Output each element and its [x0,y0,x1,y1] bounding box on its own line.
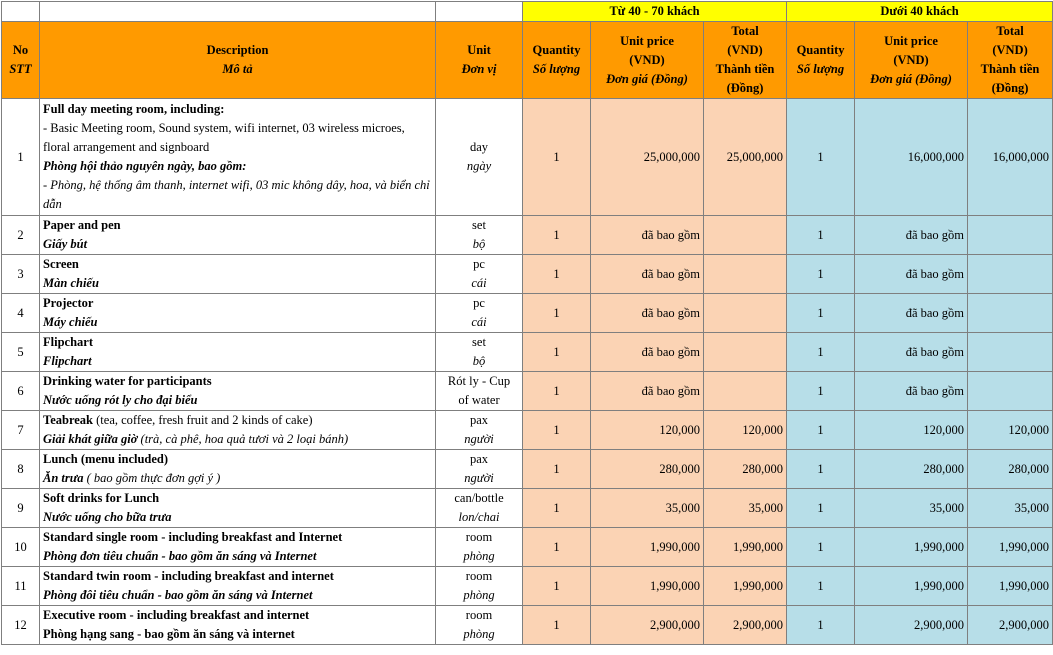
row-total-g1 [704,294,787,333]
row-price-g2: 35,000 [855,489,968,528]
row-qty-g2: 1 [787,294,855,333]
row-qty-g1: 1 [523,489,591,528]
table-row [2,333,1053,372]
row-price-g2: 2,900,000 [855,606,968,645]
row-price-g1: đã bao gồm [591,294,704,333]
row-price-g1: đã bao gồm [591,216,704,255]
row-total-g2: 1,990,000 [968,528,1053,567]
row-number: 2 [2,216,40,255]
row-unit: room phòng [436,528,523,567]
row-total-g1: 25,000,000 [704,99,787,216]
row-unit: room phòng [436,606,523,645]
table-row [2,411,1053,450]
group-under-40-title: Dưới 40 khách [787,2,1053,22]
row-price-g1: 25,000,000 [591,99,704,216]
row-description: Projector Máy chiếu [40,294,436,333]
header-unit-price-g2: Unit price (VND) Đơn giá (Đồng) [855,22,968,99]
row-total-g1: 280,000 [704,450,787,489]
group-band-row [2,2,1053,22]
row-qty-g1: 1 [523,255,591,294]
row-qty-g2: 1 [787,333,855,372]
header-unit: Unit Đơn vị [436,22,523,99]
row-number: 4 [2,294,40,333]
row-total-g2: 35,000 [968,489,1053,528]
row-total-g1 [704,216,787,255]
row-price-g2: 1,990,000 [855,528,968,567]
row-price-g2: đã bao gồm [855,333,968,372]
header-quantity-g1: Quantity Số lượng [523,22,591,99]
row-price-g2: đã bao gồm [855,294,968,333]
row-total-g1: 120,000 [704,411,787,450]
header-total-g1: Total (VND) Thành tiền (Đồng) [704,22,787,99]
row-price-g1: 1,990,000 [591,528,704,567]
row-number: 1 [2,99,40,216]
row-total-g2: 16,000,000 [968,99,1053,216]
row-qty-g1: 1 [523,528,591,567]
row-total-g1: 35,000 [704,489,787,528]
row-total-g1: 1,990,000 [704,567,787,606]
row-qty-g2: 1 [787,411,855,450]
row-price-g1: 1,990,000 [591,567,704,606]
table-row [2,372,1053,411]
row-qty-g2: 1 [787,567,855,606]
row-qty-g1: 1 [523,294,591,333]
row-unit: pax người [436,450,523,489]
row-total-g2 [968,216,1053,255]
row-number: 9 [2,489,40,528]
row-number: 8 [2,450,40,489]
row-price-g1: 2,900,000 [591,606,704,645]
row-qty-g2: 1 [787,255,855,294]
row-total-g2 [968,333,1053,372]
row-total-g2: 1,990,000 [968,567,1053,606]
row-unit: room phòng [436,567,523,606]
row-number: 12 [2,606,40,645]
row-number: 7 [2,411,40,450]
row-total-g2: 120,000 [968,411,1053,450]
row-number: 11 [2,567,40,606]
row-qty-g1: 1 [523,567,591,606]
table-row [2,255,1053,294]
table-row [2,294,1053,333]
row-qty-g1: 1 [523,99,591,216]
row-description: Drinking water for participants Nước uống rót ly cho đại biểu [40,372,436,411]
header-row [2,22,1053,99]
row-number: 3 [2,255,40,294]
row-qty-g1: 1 [523,216,591,255]
row-qty-g2: 1 [787,606,855,645]
row-description: Teabreak (tea, coffee, fresh fruit and 2 kinds of cake) Giải khát giữa giờ (trà, cà phê, hoa quả tươi và 2 loại bánh) [40,411,436,450]
row-description: Screen Màn chiếu [40,255,436,294]
row-qty-g1: 1 [523,333,591,372]
row-unit: day ngày [436,99,523,216]
row-unit: set bộ [436,216,523,255]
group-40-70-title: Từ 40 - 70 khách [523,2,787,22]
row-qty-g1: 1 [523,372,591,411]
row-total-g2 [968,294,1053,333]
row-qty-g1: 1 [523,606,591,645]
header-quantity-g2: Quantity Số lượng [787,22,855,99]
table-row [2,216,1053,255]
row-qty-g2: 1 [787,450,855,489]
row-price-g2: đã bao gồm [855,216,968,255]
header-description: Description Mô tả [40,22,436,99]
row-total-g2: 2,900,000 [968,606,1053,645]
header-unit-price-g1: Unit price (VND) Đơn giá (Đồng) [591,22,704,99]
row-qty-g2: 1 [787,489,855,528]
row-qty-g2: 1 [787,216,855,255]
row-qty-g2: 1 [787,372,855,411]
row-price-g1: 35,000 [591,489,704,528]
row-unit: pc cái [436,255,523,294]
row-description: Flipchart Flipchart [40,333,436,372]
row-price-g1: đã bao gồm [591,372,704,411]
row-unit: Rót ly - Cup of water [436,372,523,411]
row-price-g1: 120,000 [591,411,704,450]
row-total-g1 [704,372,787,411]
row-total-g2 [968,372,1053,411]
row-total-g2 [968,255,1053,294]
row-description: Standard single room - including breakfast and Internet Phòng đơn tiêu chuẩn - bao gồm ăn sáng và Internet [40,528,436,567]
table-row [2,99,1053,216]
row-price-g2: đã bao gồm [855,372,968,411]
row-unit: pc cái [436,294,523,333]
row-description: Paper and pen Giấy bút [40,216,436,255]
row-number: 6 [2,372,40,411]
row-price-g1: 280,000 [591,450,704,489]
table-row [2,567,1053,606]
row-total-g1: 1,990,000 [704,528,787,567]
row-description: Soft drinks for Lunch Nước uống cho bữa trưa [40,489,436,528]
header-no: No STT [2,22,40,99]
row-unit: can/bottle lon/chai [436,489,523,528]
row-price-g2: 120,000 [855,411,968,450]
header-total-g2: Total (VND) Thành tiền (Đồng) [968,22,1053,99]
table-row [2,489,1053,528]
row-qty-g2: 1 [787,99,855,216]
row-number: 5 [2,333,40,372]
row-unit: set bộ [436,333,523,372]
row-total-g1: 2,900,000 [704,606,787,645]
row-qty-g1: 1 [523,450,591,489]
table-row [2,606,1053,645]
quotation-table [1,1,1053,645]
row-total-g1 [704,333,787,372]
row-total-g2: 280,000 [968,450,1053,489]
row-price-g2: 280,000 [855,450,968,489]
row-description: Executive room - including breakfast and internet Phòng hạng sang - bao gồm ăn sáng và internet [40,606,436,645]
row-price-g2: đã bao gồm [855,255,968,294]
row-price-g2: 16,000,000 [855,99,968,216]
row-unit: pax người [436,411,523,450]
row-description: Standard twin room - including breakfast and internet Phòng đôi tiêu chuẩn - bao gồm ăn sáng và Internet [40,567,436,606]
row-price-g2: 1,990,000 [855,567,968,606]
row-qty-g2: 1 [787,528,855,567]
table-row [2,450,1053,489]
row-number: 10 [2,528,40,567]
row-price-g1: đã bao gồm [591,333,704,372]
row-qty-g1: 1 [523,411,591,450]
row-price-g1: đã bao gồm [591,255,704,294]
row-description: Full day meeting room, including: - Basic Meeting room, Sound system, wifi internet, 03 wireless microes, floral arrangement and signboard Phòng hội thảo nguyên ngày, bao gồm: - Phòng, hệ thống âm thanh, internet wifi, 03 mic không dây, hoa, và biển chỉ dẫn [40,99,436,216]
row-total-g1 [704,255,787,294]
table-row [2,528,1053,567]
row-description: Lunch (menu included) Ăn trưa ( bao gồm thực đơn gợi ý ) [40,450,436,489]
